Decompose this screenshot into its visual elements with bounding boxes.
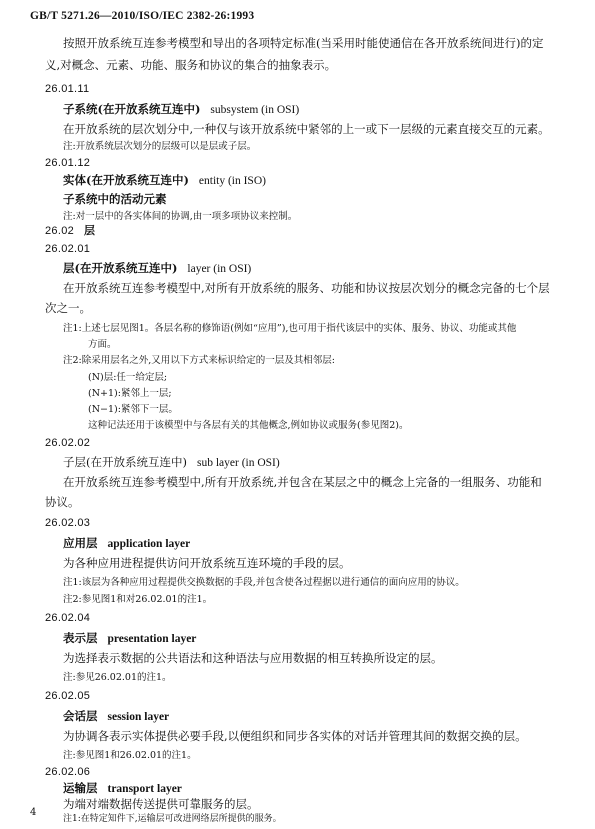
definition-line: 为端对端数据传送提供可靠服务的层。 [63, 797, 259, 811]
definition-line: 子系统中的活动元素 [63, 192, 167, 206]
term-heading [63, 631, 196, 646]
term-number: 26.02.01 [45, 243, 91, 255]
term-number: 26.02.02 [45, 437, 91, 449]
term-heading [63, 709, 169, 724]
term-zh: 运输层 [63, 781, 98, 795]
term-zh: 表示层 [63, 631, 98, 645]
term-number: 26.01.12 [45, 157, 91, 169]
term-number: 26.02.03 [45, 517, 91, 529]
term-heading [63, 173, 266, 188]
term-heading [63, 261, 251, 276]
page-header: GB/T 5271.26—2010/ISO/IEC 2382-26:1993 [30, 10, 255, 22]
term-number: 26.02.05 [45, 690, 91, 702]
notation-line: (N−1):紧邻下一层。 [88, 404, 178, 415]
term-heading [63, 781, 182, 796]
term-number: 26.01.11 [45, 83, 90, 95]
term-en: subsystem (in OSI) [210, 104, 300, 116]
notation-line: 这种记法还用于该模型中与各层有关的其他概念,例如协议或服务(参见图2)。 [88, 420, 409, 431]
note-line: 注1:上述七层见图1。各层名称的修饰语(例如“应用”),也可用于指代该层中的实体、服务、协议、功能或其他 [63, 323, 517, 334]
definition-line: 在开放系统互连参考模型中,对所有开放系统的服务、功能和协议按层次划分的概念完备的七个层 [63, 281, 550, 295]
term-en: transport layer [107, 783, 182, 795]
term-en: application layer [107, 538, 191, 550]
note-line: 注1:该层为各种应用过程提供交换数据的手段,并包含使各过程据以进行通信的面向应用的协议。 [63, 577, 465, 588]
note-line: 注:开放系统层次划分的层级可以是层或子层。 [63, 141, 257, 152]
term-zh: 会话层 [63, 709, 98, 723]
term-zh: 子层(在开放系统互连中) [63, 455, 187, 469]
note-line: 注:参见26.02.01的注1。 [63, 672, 172, 683]
note-line: 注1:在特定知件下,运输层可改进网络层所提供的服务。 [63, 814, 282, 824]
term-en: presentation layer [107, 633, 197, 645]
note-line: 方面。 [88, 339, 117, 350]
term-number: 26.02.04 [45, 612, 91, 624]
definition-line: 在开放系统的层次划分中,一种仅与该开放系统中紧邻的上一或下一层级的元素直接交互的元素。 [63, 122, 550, 136]
term-zh: 实体(在开放系统互连中) [63, 173, 189, 187]
definition-line: 在开放系统互连参考模型中,所有开放系统,并包含在某层之中的概念上完备的一组服务、功能和 [63, 475, 542, 489]
term-heading [63, 536, 190, 551]
term-en: session layer [107, 711, 170, 723]
term-en: sub layer (in OSI) [196, 457, 280, 469]
definition-line: 为协调各表示实体提供必要手段,以便组织和同步各实体的对话并管理其间的数据交换的层。 [63, 729, 527, 743]
definition-line: 为各种应用进程提供访问开放系统互连环境的手段的层。 [63, 556, 351, 570]
page-number: 4 [30, 807, 37, 818]
notation-line: (N)层:任一给定层; [88, 372, 168, 383]
term-zh: 层(在开放系统互连中) [63, 261, 178, 275]
term-heading [63, 455, 280, 470]
term-en: entity (in ISO) [198, 175, 266, 187]
term-number: 26.02.06 [45, 766, 91, 778]
term-en: layer (in OSI) [187, 263, 252, 275]
term-zh: 子系统(在开放系统互连中) [63, 102, 201, 116]
section-heading [45, 224, 95, 238]
note-line: 注2:参见图1和对26.02.01的注1。 [63, 594, 213, 605]
section-title: 层 [84, 224, 96, 237]
note-line: 注:对一层中的各实体间的协调,由一项多项协议来控制。 [63, 211, 298, 222]
term-zh: 应用层 [63, 536, 98, 550]
definition-line: 次之一。 [45, 301, 91, 315]
note-line: 注2:除采用层名之外,又用以下方式来标识给定的一层及其相邻层: [63, 355, 335, 366]
note-line: 注:参见图1和26.02.01的注1。 [63, 750, 197, 761]
definition-line: 义,对概念、元素、功能、服务和协议的集合的抽象表示。 [45, 58, 337, 72]
definition-line: 协议。 [45, 495, 80, 509]
term-heading [63, 102, 299, 117]
notation-line: (N+1):紧邻上一层; [88, 388, 172, 399]
section-number: 26.02 [45, 225, 75, 237]
definition-line: 按照开放系统互连参考模型和导出的各项特定标准(当采用时能使通信在各开放系统间进行)的定 [63, 36, 544, 50]
definition-line: 为选择表示数据的公共语法和这种语法与应用数据的相互转换所设定的层。 [63, 651, 443, 665]
